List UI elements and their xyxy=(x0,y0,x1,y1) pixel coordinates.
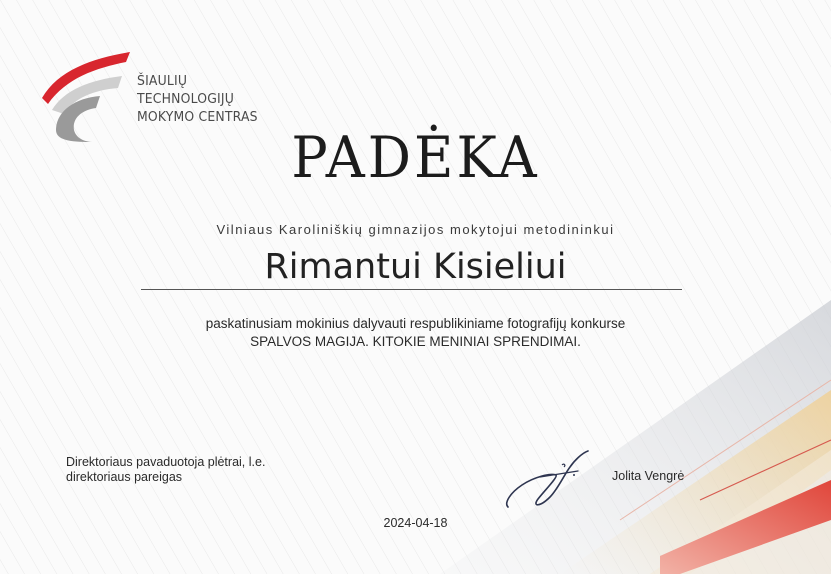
reason-line: paskatinusiam mokinius dalyvauti respublikiniame fotografijų konkurse xyxy=(205,316,626,331)
signer-role-line: Direktoriaus pavaduotoja plėtrai, l.e. xyxy=(66,455,266,469)
organization-name xyxy=(137,72,258,126)
recipient-intro: Vilniaus Karoliniškių gimnazijos mokytojui metodininkui xyxy=(216,222,615,237)
name-underline xyxy=(141,289,682,290)
certificate-title: PADĖKA xyxy=(291,124,540,191)
reason-text xyxy=(0,315,831,351)
org-name-line: MOKYMO CENTRAS xyxy=(137,109,258,125)
recipient-name: Rimantui Kisieliui xyxy=(264,247,567,287)
issue-date: 2024-04-18 xyxy=(383,516,448,530)
signer-name: Jolita Vengrė xyxy=(612,469,685,483)
reason-line: SPALVOS MAGIJA. KITOKIE MENINIAI SPRENDIMAI. xyxy=(250,334,581,349)
org-name-line: ŠIAULIŲ xyxy=(137,73,188,89)
signer-role xyxy=(66,455,265,485)
signer-role-line: direktoriaus pareigas xyxy=(66,470,183,484)
handwritten-signature xyxy=(500,445,600,515)
org-name-line: TECHNOLOGIJŲ xyxy=(137,91,235,107)
